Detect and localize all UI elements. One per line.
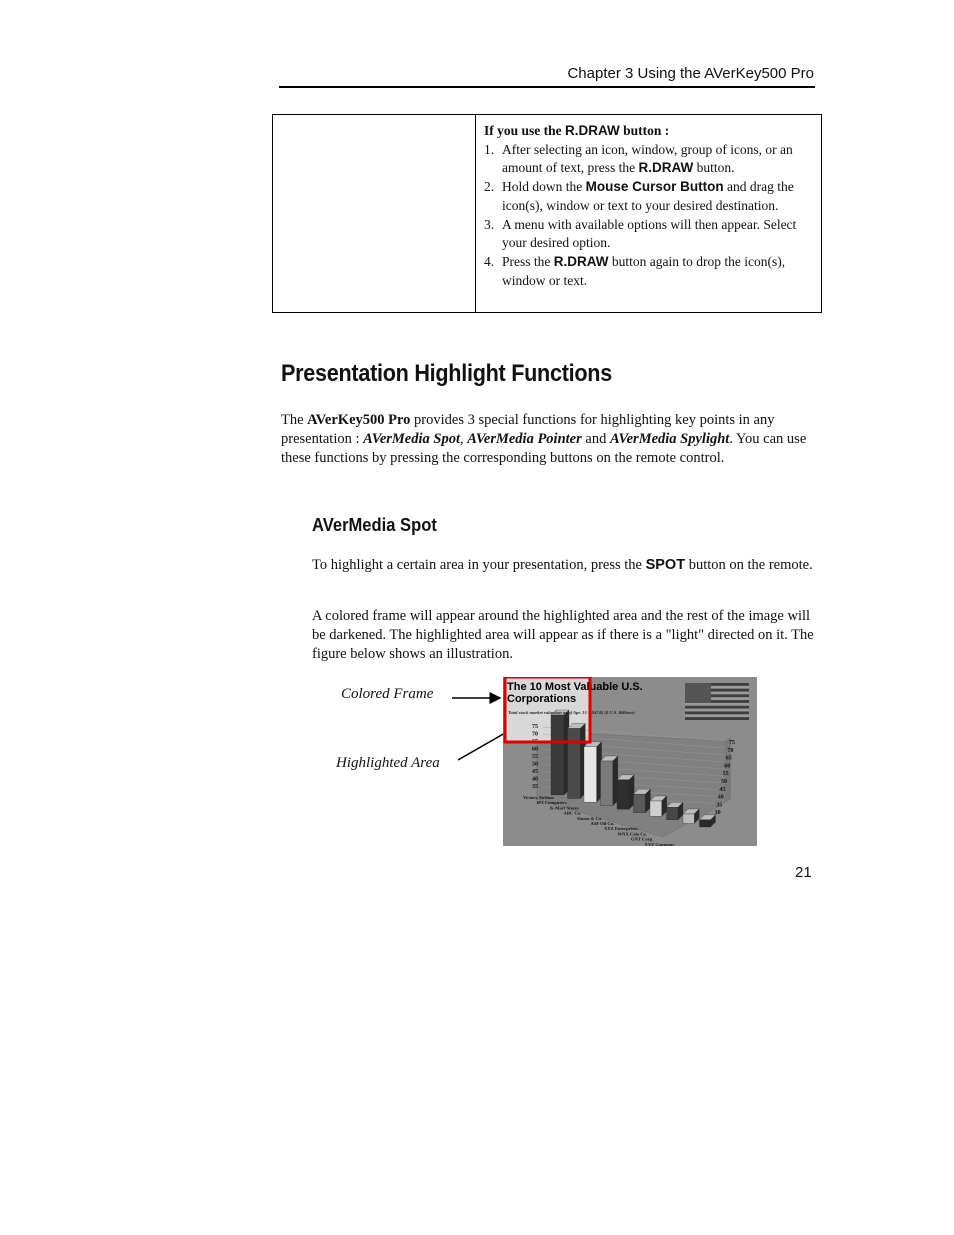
function-name-spylight: AVerMedia Spylight	[609, 430, 730, 447]
bar-front	[601, 761, 613, 806]
bar-front	[568, 728, 581, 798]
table-heading	[484, 122, 813, 141]
step-text-b: button.	[693, 160, 735, 176]
category-label: ASF Oil Co.	[590, 821, 615, 826]
chart-y-ticks	[532, 724, 538, 790]
instruction-table	[272, 114, 822, 313]
y-tick-label: 70	[532, 731, 538, 738]
category-label: K-Mart Stores	[550, 805, 579, 811]
flag-stripe	[685, 714, 749, 717]
us-flag-icon	[685, 683, 749, 720]
intro-text: and	[581, 430, 610, 447]
step-text	[502, 178, 813, 215]
running-header: Chapter 3 Using the AVerKey500 Pro	[567, 65, 814, 82]
spot-paragraph-1	[312, 556, 820, 575]
bar	[650, 796, 667, 816]
y-tick-label-right: 65	[725, 755, 732, 762]
label-colored-frame: Colored Frame	[341, 686, 434, 702]
category-label: XYZ Enterprises	[604, 826, 638, 832]
bar	[551, 710, 569, 795]
step-number: 2.	[484, 179, 495, 195]
table-right-cell	[476, 115, 821, 312]
bar-front	[634, 794, 646, 813]
section-title: Presentation Highlight Functions	[281, 360, 612, 387]
step-key: Mouse Cursor Button	[585, 179, 724, 195]
header-rule	[279, 86, 815, 88]
step-number: 4.	[484, 253, 495, 269]
bar-front	[551, 715, 564, 795]
y-tick-label: 45	[532, 769, 538, 775]
category-label: Victory Airlines	[523, 795, 555, 800]
step-text	[502, 141, 813, 178]
step-item	[484, 216, 813, 253]
y-tick-label: 50	[532, 761, 538, 768]
bar	[634, 789, 651, 813]
heading-text: If you use the	[484, 123, 566, 138]
heading-key: R.DRAW	[565, 123, 620, 138]
intro-text: ,	[459, 430, 468, 447]
y-tick-label-right: 75	[729, 740, 735, 746]
category-label: Simon & Co.	[577, 815, 603, 821]
intro-paragraph	[281, 411, 821, 467]
y-tick-label-right: 40	[717, 794, 724, 801]
page-number: 21	[795, 864, 812, 881]
chart-figure	[503, 677, 757, 846]
y-tick-label: 35	[532, 784, 538, 790]
step-number: 1.	[484, 141, 495, 157]
spot-text: To highlight a certain area in your presentation, press the	[312, 557, 646, 573]
y-tick-label: 65	[532, 739, 538, 745]
heading-text-end: button :	[619, 123, 670, 138]
bar-front	[700, 820, 711, 827]
chart-title-line1: The 10 Most Valuable U.S.	[507, 681, 643, 693]
bar	[601, 756, 618, 806]
step-number: 3.	[484, 216, 495, 232]
function-name-spot: AVerMedia Spot	[363, 430, 460, 447]
step-text-a: Hold down the	[502, 179, 586, 195]
flag-stripe	[685, 711, 749, 714]
y-tick-label-right: 55	[722, 771, 729, 778]
y-tick-label: 75	[532, 724, 538, 730]
bar-front	[650, 801, 662, 816]
bar-front	[617, 780, 629, 809]
table-left-cell	[273, 115, 476, 312]
intro-text: provides 3 special functions for highlighting key points in any presentation :	[281, 412, 775, 447]
spot-text: button on the remote.	[685, 557, 813, 573]
y-tick-label-right: 60	[724, 763, 731, 770]
step-text	[502, 216, 813, 253]
flag-stripe	[685, 706, 749, 709]
y-tick-label-right: 35	[716, 802, 723, 809]
bar	[617, 775, 634, 809]
step-text-b: and drag the icon(s), window or text to your desired destination.	[502, 179, 794, 213]
step-key: R.DRAW	[638, 160, 694, 176]
bar-front	[683, 814, 694, 823]
flag-stripe	[685, 717, 749, 720]
step-item	[484, 178, 813, 215]
y-tick-label-right: 45	[719, 786, 726, 793]
step-text-a: Press the	[502, 253, 554, 269]
flag-stripe	[685, 709, 749, 712]
product-name: AVerKey500 Pro	[307, 412, 411, 428]
category-label: WNX Cola Co.	[617, 831, 647, 837]
chart-svg	[503, 677, 757, 846]
bar	[584, 742, 602, 802]
y-tick-label: 55	[532, 754, 538, 760]
chart-subtitle: Total stock market valuation as of Apr. 15 = $4744 ($ U.S. Billions)	[508, 710, 635, 715]
y-tick-label-right: 30	[714, 810, 721, 817]
spot-paragraph-2: A colored frame will appear around the highlighted area and the rest of the image will be darkened. The highlighted area will appear as if there is a "light" directed on it. The figure below shows an illustration.	[312, 608, 814, 662]
intro-text: . You can use these functions by pressing the corresponding buttons on the remote control.	[281, 430, 807, 466]
category-label: XYZ Company	[644, 841, 675, 846]
bar-front	[667, 807, 678, 820]
y-tick-label: 40	[532, 776, 538, 783]
bar-front	[584, 747, 597, 802]
y-tick-label-right: 50	[721, 779, 727, 785]
intro-text: The	[281, 412, 308, 428]
step-text-a: After selecting an icon, window, group of icons, or an amount of text, press the	[502, 141, 793, 176]
y-tick-label-right: 70	[727, 747, 734, 754]
flag-stripe	[685, 703, 749, 706]
category-label: ABC Co.	[563, 810, 582, 816]
function-name-pointer: AVerMedia Pointer	[467, 430, 582, 447]
label-highlighted-area: Highlighted Area	[336, 755, 440, 771]
step-text	[502, 253, 813, 290]
step-text-a: A menu with available options will then appear. Select your desired option.	[502, 216, 797, 251]
bar	[667, 802, 683, 820]
bar	[568, 723, 586, 798]
category-label: IPS Computers	[536, 800, 567, 806]
step-item	[484, 253, 813, 290]
category-label: GNT Corp.	[631, 836, 654, 842]
step-text-b: button again to drop the icon(s), window or text.	[502, 253, 786, 288]
step-key: R.DRAW	[553, 253, 609, 269]
step-item	[484, 141, 813, 178]
chart-title-line2: Corporations	[507, 693, 577, 705]
spot-key: SPOT	[645, 557, 686, 573]
y-tick-label: 60	[532, 746, 538, 753]
subsection-title: AVerMedia Spot	[312, 515, 437, 535]
